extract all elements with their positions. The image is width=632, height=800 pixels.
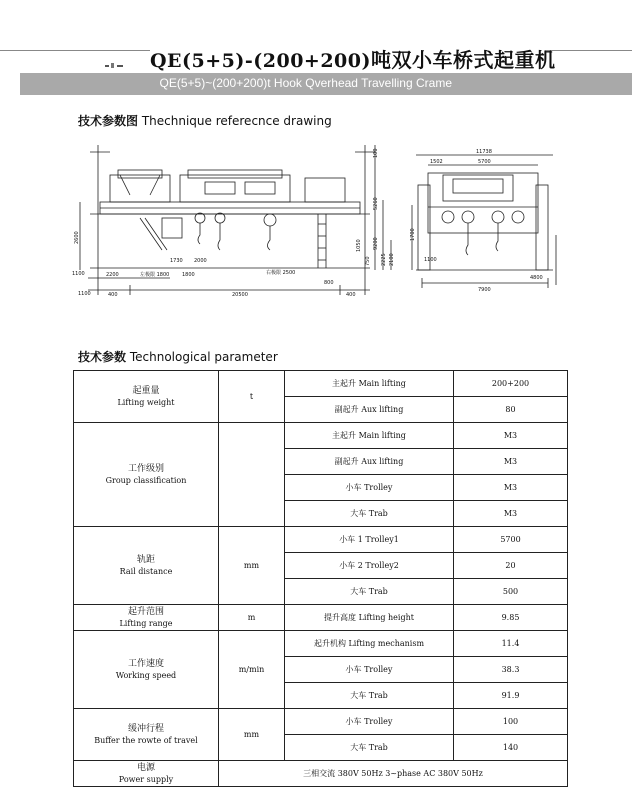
dim-label: 1100 xyxy=(424,257,437,263)
value-cell: 三相交流 380V 50Hz 3~phase AC 380V 50Hz xyxy=(219,761,568,787)
value-cell: 11.4 xyxy=(454,631,568,657)
front-elevation-drawing xyxy=(70,140,400,305)
item-cell: 小车 Trolley xyxy=(285,657,454,683)
value-cell: 91.9 xyxy=(454,683,568,709)
unit-cell: m xyxy=(219,605,285,631)
dim-label: 1730 xyxy=(170,258,183,264)
header xyxy=(0,0,632,100)
item-cell: 大车 Trab xyxy=(285,683,454,709)
dim-label: 750 xyxy=(365,256,371,266)
value-cell: 200+200 xyxy=(454,371,568,397)
unit-cell: t xyxy=(219,371,285,423)
header-rule-right xyxy=(545,50,632,51)
param-name-cell: 轨距 Rail distance xyxy=(74,527,219,605)
item-cell: 主起升 Main lifting xyxy=(285,423,454,449)
table-section-heading: 技术参数 Technological parameter xyxy=(78,350,278,364)
param-name-cell: 工作级别 Group classification xyxy=(74,423,219,527)
value-cell: 5700 xyxy=(454,527,568,553)
param-name-cell: 起重量 Lifting weight xyxy=(74,371,219,423)
table-row xyxy=(74,371,568,397)
table-row xyxy=(74,605,568,631)
dim-label: 2000 xyxy=(194,258,207,264)
value-cell: 38.3 xyxy=(454,657,568,683)
value-cell: 80 xyxy=(454,397,568,423)
dim-label: 20500 xyxy=(232,292,248,298)
value-cell: M3 xyxy=(454,475,568,501)
item-cell: 大车 Trab xyxy=(285,579,454,605)
table-row xyxy=(74,423,568,449)
dim-label: 7900 xyxy=(478,287,491,293)
dim-label: 1100 xyxy=(72,271,85,277)
value-cell: 9.85 xyxy=(454,605,568,631)
dim-label: 9200 xyxy=(373,237,379,250)
item-cell: 副起升 Aux lifting xyxy=(285,449,454,475)
value-cell: M3 xyxy=(454,423,568,449)
unit-cell: mm xyxy=(219,709,285,761)
value-cell: M3 xyxy=(454,449,568,475)
value-cell: 20 xyxy=(454,553,568,579)
dim-label: 左极限 1800 xyxy=(140,272,170,278)
item-cell: 小车 Trolley xyxy=(285,709,454,735)
dim-label: 800 xyxy=(324,280,334,286)
dim-label: 右极限 2500 xyxy=(266,270,296,276)
table-row xyxy=(74,631,568,657)
item-cell: 主起升 Main lifting xyxy=(285,371,454,397)
drawing-section-heading: 技术参数图 Thechnique referecnce drawing xyxy=(78,114,332,128)
dim-label: 400 xyxy=(346,292,356,298)
table-row xyxy=(74,761,568,787)
dim-label: 2100 xyxy=(389,253,395,266)
dim-label: 11738 xyxy=(476,149,492,155)
dim-label: 1502 xyxy=(430,159,443,165)
param-name-cell: 电源 Power supply xyxy=(74,761,219,787)
dim-label: 1700 xyxy=(410,228,416,241)
item-cell: 副起升 Aux lifting xyxy=(285,397,454,423)
side-elevation-drawing xyxy=(408,145,560,295)
dim-label: 2225 xyxy=(381,253,387,266)
page-title: QE(5+5)-(200+200)吨双小车桥式起重机 xyxy=(150,48,556,72)
subtitle-bar xyxy=(20,73,632,95)
unit-cell: m/min xyxy=(219,631,285,709)
param-name-cell: 工作速度 Working speed xyxy=(74,631,219,709)
dim-label: 2200 xyxy=(106,272,119,278)
dim-label: 2600 xyxy=(74,231,80,244)
header-rule-left xyxy=(0,50,150,51)
param-name-cell: 缓冲行程 Buffer the rowte of travel xyxy=(74,709,219,761)
item-cell: 大车 Trab xyxy=(285,501,454,527)
dim-label: 4800 xyxy=(530,275,543,281)
value-cell: 100 xyxy=(454,709,568,735)
item-cell: 提升高度 Lifting height xyxy=(285,605,454,631)
value-cell: M3 xyxy=(454,501,568,527)
dim-label: 1050 xyxy=(356,239,362,252)
dim-label: 1100 xyxy=(78,291,91,297)
value-cell: 500 xyxy=(454,579,568,605)
dim-label: 1800 xyxy=(182,272,195,278)
logo-mark-icon xyxy=(103,53,133,73)
item-cell: 起升机构 Lifting mechanism xyxy=(285,631,454,657)
dim-label: 5260 xyxy=(373,197,379,210)
table-row xyxy=(74,709,568,735)
dim-label: 5700 xyxy=(478,159,491,165)
unit-cell: mm xyxy=(219,527,285,605)
item-cell: 小车 1 Trolley1 xyxy=(285,527,454,553)
unit-cell xyxy=(219,423,285,527)
dim-label: 100 xyxy=(373,148,379,158)
item-cell: 小车 2 Trolley2 xyxy=(285,553,454,579)
parameter-table xyxy=(73,370,568,787)
param-name-cell: 起升范围 Lifting range xyxy=(74,605,219,631)
page-subtitle: QE(5+5)~(200+200)t Hook Qverhead Travelling Crame xyxy=(159,76,452,90)
dim-label: 400 xyxy=(108,292,118,298)
item-cell: 大车 Trab xyxy=(285,735,454,761)
table-row xyxy=(74,527,568,553)
item-cell: 小车 Trolley xyxy=(285,475,454,501)
value-cell: 140 xyxy=(454,735,568,761)
